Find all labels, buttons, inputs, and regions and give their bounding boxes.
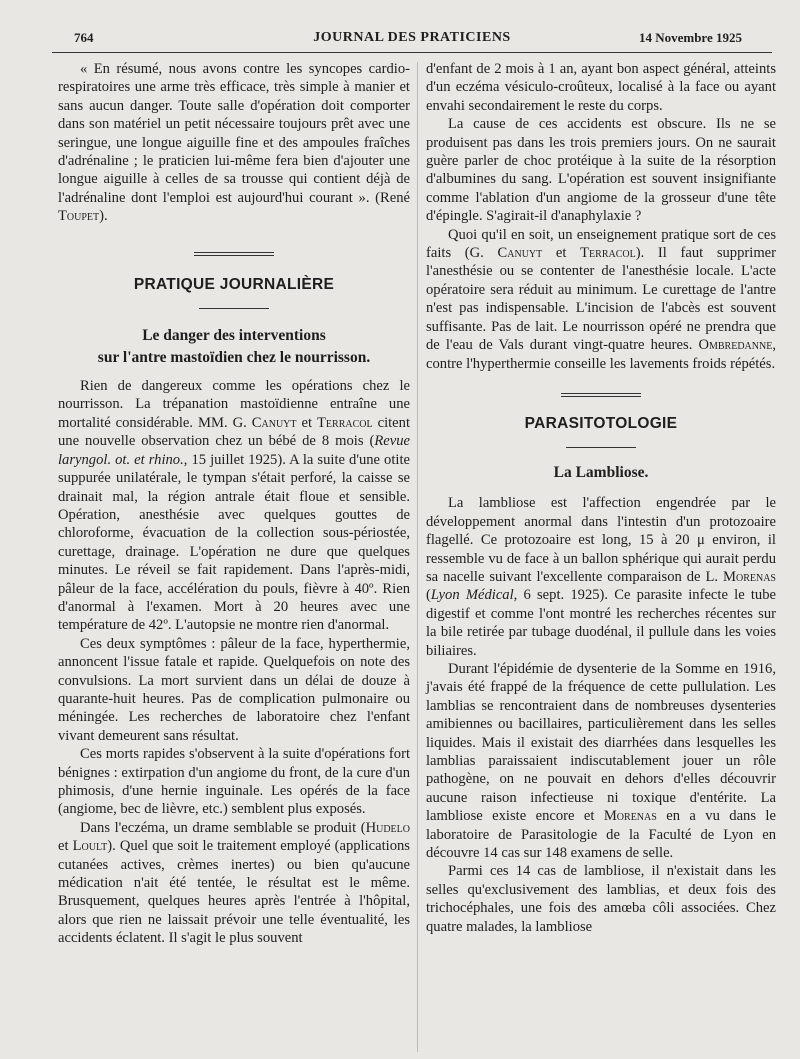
paragraph-5: d'enfant de 2 mois à 1 an, ayant bon aspect général, atteints d'un eczéma vésiculo-croûteux, localisé à la face ou ayant envahi secondairement le reste du corps. <box>426 61 776 114</box>
paragraph-8: La lambliose est l'affection engendrée par le développement anormal dans l'intestin d'un protozoaire flagellé. Ce protozoaire est long, 15 à 20 μ environ, il ressemble vu de face à un ballon sphérique qui aurait perdu sa nacelle suivant l'excellente comparaison de L. Morenas (Lyon Médical, 6 sept. 1925). Ce parasite infecte le tube digestif et comme l'ont montré les recherches récentes sur la bile retirée par tubage duodénal, il pullule dans les voies biliaires. <box>426 495 777 659</box>
right-column <box>426 60 776 936</box>
paragraph-9: Durant l'épidémie de dysenterie de la Somme en 1916, j'avais été frappé de la fréquence de cette pullulation. Les lamblias se rencontraient dans de nombreuses dysenteries amibiennes ou bacillaires, particulièrement dans les selles liquides. Mais il existait des diarrhées dans lesquelles les lamblias paraissaient indiscutablement jouer un rôle pathogène, on ne pouvait en dehors d'elles découvrir aucune raison infectieuse ni toxique d'entérite. La lambliose existe encore et Morenas en a vu dans le laboratoire de Parasitologie de la Faculté de Lyon en découvre 14 cas sur 148 examens de selle. <box>426 660 776 862</box>
issue-date: 14 Novembre 1925 <box>638 30 742 45</box>
article-title-lambliose: La Lambliose. <box>553 464 649 482</box>
column-divider <box>417 62 418 1052</box>
section-rule-top-2 <box>561 393 641 397</box>
left-column <box>58 60 410 948</box>
article-title-line-1: Le danger des interventions <box>142 327 326 345</box>
section-rule-bottom-2 <box>566 447 636 448</box>
paragraph-10: Parmi ces 14 cas de lambliose, il n'existait dans les selles qu'exclusivement des lamblias, et deux fois des trichocéphales, une fois des amœba côli associées. Chez quatre malades, la lambliose <box>426 863 776 935</box>
paragraph-7: Quoi qu'il en soit, un enseignement pratique sort de ces faits (G. Canuyt et Terracol). Il faut supprimer l'anesthésie ou se contenter de l'anesthésie locale. L'acte opératoire sera réduit au minimum. Le curettage de l'antre n'est pas indispensable. L'incision de l'abcès est souvent suffisante. Pas de lait. Le nourrisson opéré ne prendra que de l'eau de Vals durant vingt-quatre heures. Ombredanne, contre l'hyperthermie conseille les lavements froids répétés. <box>426 226 777 372</box>
paragraph-2: Ces deux symptômes : pâleur de la face, hyperthermie, annoncent l'issue fatale et rapide. Quelquefois on note des convulsions. La mort survient dans un délai de douze à quarante-huit heures. Pas de complication pulmonaire ou méningée. Les recherches de laboratoire chez l'enfant vivant demeurent sans résultat. <box>58 635 410 744</box>
page-number: 764 <box>74 30 94 45</box>
article-title-line-2: sur l'antre mastoïdien chez le nourrisson. <box>97 349 371 367</box>
section-rule-bottom <box>199 308 269 309</box>
section-rule-top <box>194 252 274 256</box>
paragraph-resume: « En résumé, nous avons contre les syncopes cardio-respiratoires une arme très efficace, très simple à manier et sans aucun danger. Toute salle d'opération doit comporter dans son matériel un petit nécessaire toujours prêt avec une seringue, une longue aiguille fine et des ampoules fraîches d'adrénaline ; le praticien lui-même fera bien d'ajouter une longue aiguille à celles de sa trousse qui contient déjà de l'adrénaline dont l'emploi est aujourd'hui courant ». (René Toupet). <box>58 61 410 225</box>
section-title-pratique: PRATIQUE JOURNALIÈRE <box>133 275 335 293</box>
paragraph-1: Rien de dangereux comme les opérations chez le nourrisson. La trépanation mastoïdienne entraîne une mortalité considérable. MM. G. Canuyt et Terracol citent une nouvelle observation chez un bébé de 8 mois (Revue laryngol. ot. et rhino., 15 juillet 1925). A la suite d'une otite suppurée unilatérale, le tympan s'était perforé, la caisse se drainait mal, la région antrale était floue et sensible. Opération, anesthésie avec quelques gouttes de chloroforme, évacuation de la collection sous-périostée, curettage, drainage. L'opération ne dure que quelques minutes. Le réveil se fait rapidement. Dans l'après-midi, pâleur de la face, accélération du pouls, fièvre à 40º. Rien d'anormal à l'examen. Mort à 20 heures avec une température de 42º. L'autopsie ne montre rien d'anormal. <box>58 378 411 634</box>
paragraph-4: Dans l'eczéma, un drame semblable se produit (Hudelo et Loult). Quel que soit le traitement employé (applications cutanées actives, crèmes inertes) ou bien qu'aucune médication n'ait été tentée, le résultat est le même. Brusquement, quelques heures après l'entrée à l'hôpital, alors que rien ne laissait prévoir une telle éventualité, les accidents éclatent. Il s'agit le plus souvent <box>58 819 410 947</box>
journal-title: JOURNAL DES PRATICIENS <box>313 30 511 45</box>
paragraph-3: Ces morts rapides s'observent à la suite d'opérations fort bénignes : extirpation d'un angiome du front, de la cure d'un phimosis, d'une hernie inguinale. Les opérés de la face (angiome, bec de lièvre, etc.) semblent plus exposés. <box>58 746 410 818</box>
section-title-parasito: PARASITOTOLOGIE <box>524 414 678 432</box>
paragraph-6: La cause de ces accidents est obscure. Ils ne se produisent pas dans les trois premiers jours. On ne saurait guère parler de choc protéique à la suite de la résorption d'albumines du sang. L'opération est souvent insignifiante comme l'ablation d'un angiome de la grosseur d'une tête d'épingle. S'agirait-il d'anaphylaxie ? <box>426 116 776 225</box>
running-header <box>52 30 772 53</box>
